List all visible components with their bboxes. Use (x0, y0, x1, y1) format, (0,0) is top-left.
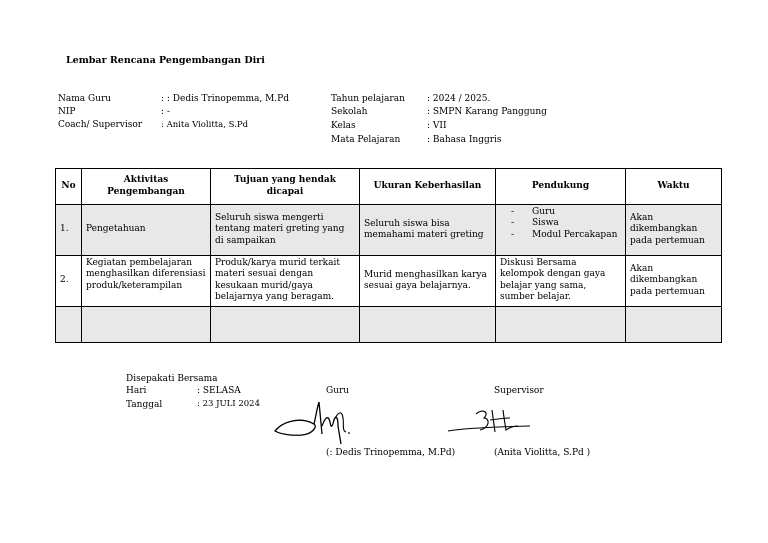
support-list-item: - Siswa (511, 218, 621, 229)
header-support: Pendukung (496, 169, 626, 205)
info-row-kelas (331, 121, 447, 132)
header-time: Waktu (626, 169, 722, 205)
info-label: NIP (58, 107, 76, 117)
teacher-signature (272, 398, 362, 448)
info-row-nip (58, 107, 170, 118)
info-label: Tahun pelajaran (331, 94, 405, 104)
supervisor-signature (446, 406, 536, 438)
cell-activity (82, 307, 211, 343)
header-goal: Tujuan yang hendak dicapai (211, 169, 360, 205)
supervisor-name: (Anita Violitta, S.Pd ) (494, 448, 591, 458)
agreement-heading: Disepakati Bersama (126, 374, 218, 384)
info-row-tahun (331, 94, 490, 105)
cell-goal (211, 307, 360, 343)
cell-goal: Produk/karya murid terkait materi sesuai dengan kesukaan murid/gaya belajarnya yang beragam. (211, 256, 360, 307)
teacher-role-label: Guru (326, 386, 350, 396)
info-label: Mata Pelajaran (331, 135, 401, 145)
info-label: Kelas (331, 121, 356, 131)
cell-time (626, 307, 722, 343)
info-row-coach (58, 120, 248, 131)
info-label: Coach/ Supervisor (58, 120, 143, 130)
info-row-nama-guru (58, 94, 289, 105)
info-label: Sekolah (331, 107, 368, 117)
document-title: Lembar Rencana Pengembangan Diri (66, 55, 265, 66)
info-value: : Anita Violitta, S.Pd (161, 120, 249, 130)
cell-success (360, 307, 496, 343)
cell-time: Akan dikembangkan pada pertemuan (626, 256, 722, 307)
info-label: Nama Guru (58, 94, 112, 104)
table-row (56, 256, 722, 307)
info-row-sekolah (331, 107, 547, 118)
cell-activity: Kegiatan pembelajaran menghasilkan diferensiasi produk/keterampilan (82, 256, 211, 307)
info-value: : SMPN Karang Panggung (427, 107, 547, 117)
cell-no: 1. (56, 205, 82, 256)
info-value: : Bahasa Inggris (427, 135, 502, 145)
cell-support (496, 205, 626, 256)
cell-time: Akan dikembangkan pada pertemuan (626, 205, 722, 256)
agreement-date-value: : 23 JULI 2024 (197, 399, 260, 409)
support-list-item: - Guru (511, 207, 621, 218)
agreement-day-label: Hari (126, 386, 147, 396)
header-no: No (56, 169, 82, 205)
development-plan-table (55, 168, 722, 343)
cell-goal: Seluruh siswa mengerti tentang materi greting yang di sampaikan (211, 205, 360, 256)
agreement-date-label: Tanggal (126, 400, 163, 410)
info-value: : - (161, 107, 170, 117)
agreement-day-value: : SELASA (197, 386, 241, 396)
info-value: : VII (427, 121, 447, 131)
support-list (500, 207, 621, 241)
cell-support: Diskusi Bersama kelompok dengan gaya belajar yang sama, sumber belajar. (496, 256, 626, 307)
info-row-mapel (331, 135, 502, 146)
cell-success: Murid menghasilkan karya sesuai gaya belajarnya. (360, 256, 496, 307)
header-activity: Aktivitas Pengembangan (82, 169, 211, 205)
cell-support (496, 307, 626, 343)
table-row (56, 307, 722, 343)
cell-no: 2. (56, 256, 82, 307)
table-header-row (56, 169, 722, 205)
cell-activity: Pengetahuan (82, 205, 211, 256)
supervisor-role-label: Supervisor (494, 386, 544, 396)
table-row (56, 205, 722, 256)
support-list-item: - Modul Percakapan (511, 230, 621, 241)
cell-success: Seluruh siswa bisa memahami materi greting (360, 205, 496, 256)
cell-no (56, 307, 82, 343)
teacher-name: (: Dedis Trinopemma, M.Pd) (326, 448, 456, 458)
header-success: Ukuran Keberhasilan (360, 169, 496, 205)
info-value: : 2024 / 2025. (427, 94, 491, 104)
info-value: : : Dedis Trinopemma, M.Pd (161, 94, 289, 104)
